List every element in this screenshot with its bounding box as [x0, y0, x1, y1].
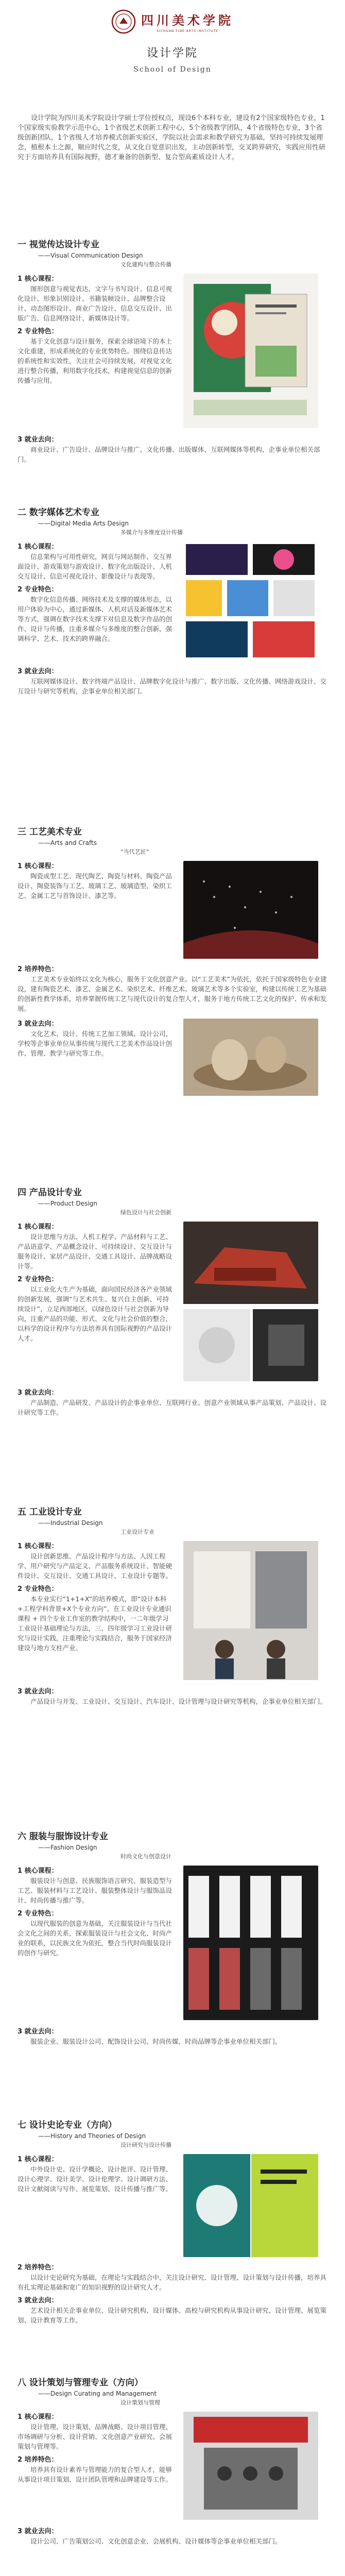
sub-heading: 3 就业去向：: [18, 2528, 58, 2535]
section-title: 三 工艺美术专业: [18, 827, 82, 837]
section-employment: [18, 2026, 327, 2046]
sub-heading: 1 核心课程：: [18, 1867, 58, 1875]
section-text: [18, 1019, 172, 1098]
sub-heading: 3 就业去向：: [18, 668, 58, 675]
section-cn: “当代艺匠”: [120, 849, 149, 855]
section-text: [18, 2154, 172, 2259]
sub-heading: 1 核心课程：: [18, 1543, 58, 1550]
sub-text: 产品制造、产品研发、产品设计的企事业单位、互联网行业、创意产业领域从事产品策划、产品设计、设计研究等工作。: [18, 1399, 327, 1416]
sub-text: 互联网媒体设计、数字终端产品设计、品牌数字化设计与推广、数字出版、文化传播、网络游戏设计、交互设计与研究等机构，企事业单位相关部门。: [18, 677, 327, 695]
section-title: 二 数字媒体艺术专业: [18, 507, 99, 518]
visual-design-artwork-image: [183, 274, 318, 428]
sub-heading: 3 就业去向：: [18, 1389, 58, 1397]
sub-heading: 3 就业去向：: [18, 2297, 58, 2304]
sub-heading: 2 培养特色：: [18, 965, 58, 973]
section-fashion-design: [0, 1829, 345, 2117]
section-image: [183, 1541, 318, 1682]
section-cn: 文化建构与整合传播: [120, 261, 171, 268]
section-image: [183, 1019, 318, 1098]
sub-heading: 2 专业特色：: [18, 1910, 58, 1918]
sub-text: 服装企业、服装设计公司、配饰设计公司、时尚传媒、时尚品牌等企事业单位相关部门。: [30, 2038, 282, 2045]
sub-text: 文化艺术、设计、传统工艺加工领域、设计公司、学校等企事业单位从事传统与现代工艺美术作品设计创作、管理、教学与研究等工作。: [18, 1030, 173, 1057]
section-title: 六 服装与服饰设计专业: [18, 1832, 108, 1842]
sub-heading: 3 就业去向：: [18, 1688, 58, 1696]
section-employment: [18, 2526, 327, 2546]
section-image: [183, 1222, 318, 1383]
design-event-photo-image: [183, 2412, 318, 2520]
sub-text: 本专业实行“1+1+X”的培养模式，即“设计本科+工程学科背景+X个专业方向”。在工业设计专业通识课程 + 四个专业工作室的教学结构中，一二年级学习工业设计基础理论与方法，三、四年级学习工业设计研究与设计实践，注重理论与实践结合，服务于国家经济建设与地方支柱产业。: [18, 1595, 173, 1652]
section-en: ——Industrial Design: [38, 1519, 103, 1527]
section-en: ——Arts and Crafts: [38, 839, 97, 846]
sub-text: 图形创意与视觉表达、文字与书写设计、信息可视化设计、形象识别设计、书籍装帧设计、品牌整合设计、动态图形设计、商业广告设计、信息交互设计、出版广告、信息网络设计、新媒体设计等。: [18, 285, 173, 322]
section-image: [183, 2412, 318, 2522]
sub-heading: 1 核心课程：: [18, 275, 58, 283]
section-employment: [18, 1387, 327, 1417]
sub-text: 产品设计与开发、工业设计、交互设计、汽车设计、设计管理与设计研究等机构，企事业单位相关部门。: [30, 1698, 327, 1705]
sub-text: 商业设计、广告设计、品牌设计与推广、文化传播、出版媒体、互联网媒体等机构，企事业单位相关部门。: [18, 446, 320, 463]
sub-text: 信息架构与可用性研究，网页与网站制作、交互界面设计、游戏策划与游戏设计、数字化出版设计、人机交互设计、信息可视化设计、影像设计与表现等。: [18, 553, 173, 580]
sub-heading: 1 核心课程：: [18, 543, 58, 551]
sub-text: 设计管理、设计策划、品牌战略、设计项目管理、市场调研与分析、设计营销、文化创意产业研究、会展策划与管理等。: [18, 2423, 173, 2450]
sub-heading: 1 核心课程：: [18, 2156, 58, 2163]
sub-text: 工艺美术专业始终以文化为核心，服务于文化创意产业。以“工艺美术”为依托，依托于国家级特色专业建设，建有陶瓷艺术、漆艺、金属艺术、染织艺术、纤维艺术、玻璃艺术等多个实验室，构建以传统工艺为基础的创新性教学体系，培养掌握传统工艺与现代设计的复合型人才，服务于地方传统工艺文化的保护、传承和发展。: [18, 975, 327, 1012]
section-en: ——Digital Media Arts Design: [38, 520, 129, 527]
header: [0, 0, 345, 113]
sub-text: 艺术设计相关企事业单位、设计研究机构、设计媒体、高校与研究机构从事设计研究、设计管理、展览策划、设计教育等工作。: [18, 2307, 327, 2324]
fashion-runway-image: [183, 1866, 318, 2020]
sub-heading: 2 培养特色：: [18, 2264, 58, 2272]
digital-media-collage-image: [183, 541, 318, 660]
sub-text: 以设计史论研究为基础，在理论与实践结合中，关注设计研究、设计管理、设计策划与设计传播，培养具有扎实理论基础和宽广的知识视野的设计研究人才。: [18, 2274, 327, 2291]
sub-text: 陶瓷成型工艺、现代陶艺、陶瓷与材料、陶瓷产品设计、陶瓷装饰与工艺、玻璃工艺、玻璃造型、染织工艺、金属工艺与首饰设计、漆艺等。: [18, 872, 173, 900]
sub-text: 以工业化大生产为基础，面向国民经济各产业领域的创新发展，强调“与艺术共生、复兴自主创新、可持续设计”，立足西部地区，以绿色设计与社会创新为导向，注重产品的功能、形式、文化与社会价值的整合，以科学的设计程序与方法培养具有国际视野的产品设计人才。: [18, 1285, 173, 1342]
section-cn: 设计策划与管理: [120, 2399, 160, 2406]
sub-heading: 1 核心课程：: [18, 862, 58, 870]
page-subtitle: School of Design: [133, 65, 212, 74]
section-digital-media: [0, 505, 345, 824]
section-text: [18, 1866, 172, 2022]
school-seal-icon: [111, 9, 136, 34]
section-cn: 绿色设计与社会创新: [120, 1209, 171, 1216]
section-cn: 工业设计专业: [120, 1529, 154, 1535]
sub-text: 以现代服装的创意为基础，关注服装设计与当代社会文化之间的关系，探索服装设计与社会文化、时尚产业的联系，以民族文化为依托，整合当代时尚服装设计的创作与研究。: [18, 1920, 173, 1957]
logo: [0, 9, 345, 34]
ceramic-sculpture-image: [183, 1019, 318, 1096]
section-text: [18, 1222, 172, 1383]
section-cn: 设计研究与设计传播: [120, 2142, 171, 2148]
sub-heading: 2 培养特色：: [18, 2456, 58, 2464]
section-industrial-design: [0, 1504, 345, 1829]
sub-text: 中外设计史、设计学概论、设计批评、设计管理、设计心理学、设计美学、设计伦理学、设计调研方法、设计文献阅读与写作、展览策划、设计传播与推广等。: [18, 2165, 173, 2193]
sub-text: 设计公司、广告策划公司、文化创意企业、会展机构、设计媒体等企事业单位相关部门。: [30, 2537, 282, 2545]
product-design-image: [183, 1222, 318, 1381]
sub-heading: 3 就业去向：: [18, 2028, 58, 2036]
sub-text: 服装设计与创意、民族服饰语言研究、服装造型与工艺、服装材料与工艺设计、服装整体设计与服饰品设计、时尚传播与推广等。: [18, 1877, 173, 1904]
industrial-design-workshop-image: [183, 1541, 318, 1680]
section-text: [18, 541, 172, 662]
logo-subtext: SICHUAN FINE ARTS INSTITUTE: [157, 29, 218, 33]
section-text: [18, 274, 172, 430]
crafts-installation-image: [183, 861, 318, 959]
sub-heading: 2 专业特色：: [18, 586, 58, 594]
section-visual-communication: [0, 237, 345, 505]
sub-heading: 1 核心课程：: [18, 2413, 58, 2421]
section-arts-crafts: [0, 824, 345, 1185]
page-title: 设计学院: [146, 47, 198, 60]
section-en: ——Design Curating and Management: [38, 2390, 157, 2397]
sub-heading: 3 就业去向：: [18, 436, 58, 444]
section-employment: [18, 1686, 327, 1706]
section-cn: 多媒介与多维度设计传播: [120, 529, 183, 536]
section-text: [18, 2412, 172, 2522]
section-image: [183, 2154, 318, 2259]
section-en: ——History and Theories of Design: [38, 2132, 146, 2140]
section-text: [18, 861, 172, 961]
section-design-management: [0, 2375, 345, 2576]
section-title: 八 设计策划与管理专业（方向）: [18, 2378, 143, 2388]
sub-text: 基于文化创意与设计服务，探索全球语境下的本土文化重建，形成系统化的专业优势特色。围绕信息传达的系统性和实效性，关注社会可持续发展，对视觉文化进行整合传播，利用数字化技术，构建视觉信息的创新传播与应用。: [18, 337, 173, 384]
sub-text: 数字化信息传播、网络技术及支撑的媒体形态，以用户体验为中心，通过新媒体、人机对话及新媒体艺术等方式，强调在数字技术支撑下对信息及数字作品的创作、设计与传播，注重多媒介与多维度的整合创新，强调科学、艺术、技术的跨界融合。: [18, 596, 173, 642]
sub-text: 设计思维与方法、人机工程学、产品材料与工艺、产品语意学、产品概念设计、可持续设计、交互设计与服务设计、家居产品设计、交通工具设计、品牌战略设计等。: [18, 1233, 173, 1270]
section-image: [183, 1866, 318, 2022]
design-theory-poster-image: [183, 2154, 318, 2257]
sub-heading: 2 专业特色：: [18, 328, 58, 335]
section-employment: [18, 666, 327, 696]
section-features: [18, 2262, 327, 2325]
section-features: [18, 964, 327, 1013]
section-title: 四 产品设计专业: [18, 1188, 82, 1198]
sub-heading: 2 专业特色：: [18, 1276, 58, 1283]
section-employment: [18, 434, 327, 464]
section-en: ——Visual Communication Design: [38, 252, 143, 259]
section-image: [183, 274, 318, 430]
section-en: ——Product Design: [38, 1200, 97, 1207]
section-product-design: [0, 1185, 345, 1504]
section-title: 五 工业设计专业: [18, 1507, 82, 1517]
sub-text: 设计创新思维、产品设计程序与方法、人因工程学、用户研究与产品定义、产品服务系统设计、智能硬件设计、交互设计、交通工具设计、工业设计专题等。: [18, 1552, 173, 1580]
section-image: [183, 541, 318, 662]
sub-heading: 1 核心课程：: [18, 1223, 58, 1231]
section-image: [183, 861, 318, 961]
section-en: ——Fashion Design: [38, 1844, 97, 1851]
section-title: 七 设计史论专业（方向）: [18, 2120, 117, 2130]
logo-text: 四川美术学院: [141, 13, 234, 28]
section-text: [18, 1541, 172, 1682]
sub-heading: 3 就业去向：: [18, 1020, 58, 1028]
section-design-history: [0, 2117, 345, 2375]
intro-paragraph: 设计学院为四川美术学院设计学硕士学位授权点，现设6个本科专业，建设有2个国家级特色专业，1个国家级实验教学示范中心，1个省级艺术创新工程中心，5个省级教学团队，4个省级特色专业，3个省级创新团队，1个省级人才培养模式创新实验区，学院以社会需求和教学研究为基础，坚持可持续发展理念，植根本土之源，顺应时代之变，从文化自觉意识出发，主动创新转型，交叉跨界研究，实践应用性研究于方面培养具有国际视野，德才兼备的创新型、复合型高素质设计人才。: [18, 114, 326, 161]
sub-heading: 2 专业特色：: [18, 1585, 58, 1593]
section-title: 一 视觉传达设计专业: [18, 240, 99, 250]
sub-text: 培养具有设计素养与管理能力的复合型人才，能够从事设计项目策划、设计团队管理和品牌建设等工作。: [18, 2466, 173, 2483]
section-cn: 时尚文化与创意设计: [120, 1853, 171, 1860]
